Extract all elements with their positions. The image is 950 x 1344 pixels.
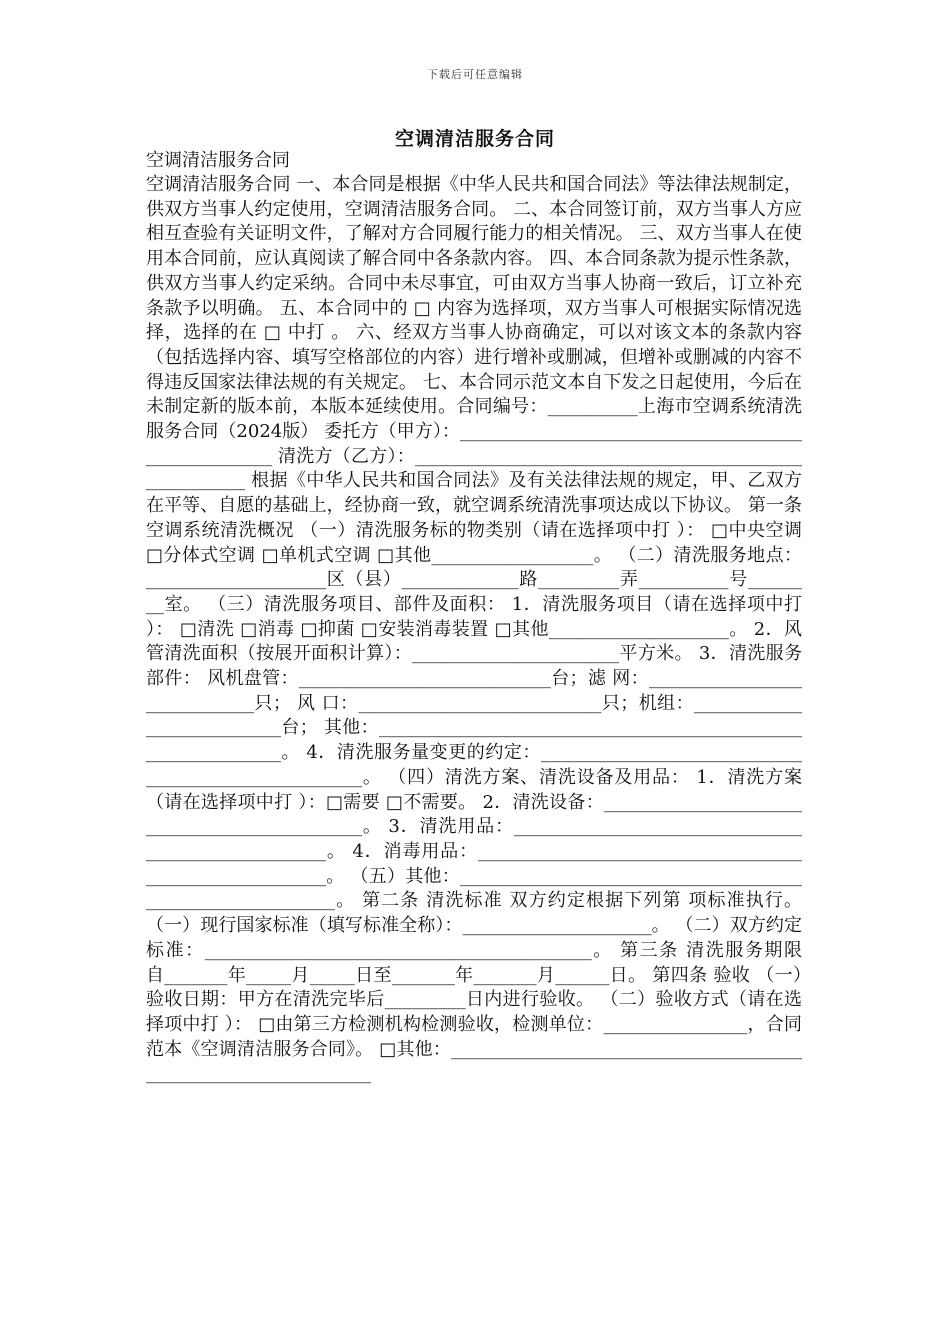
document-title: 空调清洁服务合同 <box>394 128 555 150</box>
page-header-note: 下载后可任意编辑 <box>427 68 523 81</box>
contract-body-paragraph: 空调清洁服务合同 一、本合同是根据《中华人民共和国合同法》等法律法规制定，供双方当事人约定使用，空调清洁服务合同。 二、本合同签订前，双方当事人方应相互查验有关证明文件，了解对方合同履行能力的相关情况。 三、双方当事人在使用本合同前，应认真阅读了解合同中各条款内容。 四、本合同条款为提示性条款，供双方当事人约定采纳。合同中未尽事宜，可由双方当事人协商一致后，订立补充条款予以明确。 五、本合同中的 □ 内容为选择项，双方当事人可根据实际情况选择，选择的在 □ 中打 。 六、经双方当事人协商确定，可以对该文本的条款内容（包括选择内容、填写空格部位的内容）进行增补或删减，但增补或删减的内容不得违反国家法律法规的有关规定。 七、本合同示范文本自下发之日起使用，今后在未制定新的版本前，本版本延续使用。合同编号：__________上海市空调系统清洗服务合同（2024版） 委托方（甲方）：____________________________________________________ 清洗方（乙方）：______________________________________________________ 根据《中华人民共和国合同法》及有关法律法规的规定，甲、乙双方在平等、自愿的基础上，经协商一致，就空调系统清洗事项达成以下协议。 第一条 空调系统清洗概况 （一）清洗服务标的物类别（请在选择项中打 ）： □中央空调 □分体式空调 □单机式空调 □其他__________________。 （二）清洗服务地点： ____________________区（县）_____________路_________弄__________号________室。 （三）清洗服务项目、部件及面积： 1．清洗服务项目（请在选择项中打 ）： □清洗 □消毒 □抑菌 □安装消毒装置 □其他____________________。 2．风管清洗面积（按展开面积计算）：_______________________平方米。 3．清洗服务部件： 风机盘管：____________________________台；滤 网：_____________________________只； 风 口：___________________________只；机组：___________________________台； 其他：______________________________________________________________。 4．清洗服务量变更的约定：_____________________________________________________。 （四）清洗方案、清洗设备及用品： 1．清洗方案（请在选择项中打 ）：□需要 □不需要。 2．清洗设备：______________________________________________。 3．清洗用品：____________________________________________________。 4．消毒用品：________________________________________________________。 （五）其他：___________________________________________________________。 第二条 清洗标准 双方约定根据下列第 项标准执行。 （一）现行国家标准（填写标准全称）：_____________________。 （二）双方约定标准：___________________________________________。 第三条 清洗服务期限 自_______年_____月_____日至_______年_______月______日。 第四条 验收 （一）验收日期：甲方在清洗完毕后_________日内进行验收。 （二）验收方式（请在选择项中打 ）： □由第三方检测机构检测验收，检测单位：________________，合同范本《空调清洁服务合同》。 □其他：________________________________________________________________ <box>146 174 802 1085</box>
document-subtitle: 空调清洁服务合同 <box>146 150 290 171</box>
contract-body <box>146 173 802 1087</box>
